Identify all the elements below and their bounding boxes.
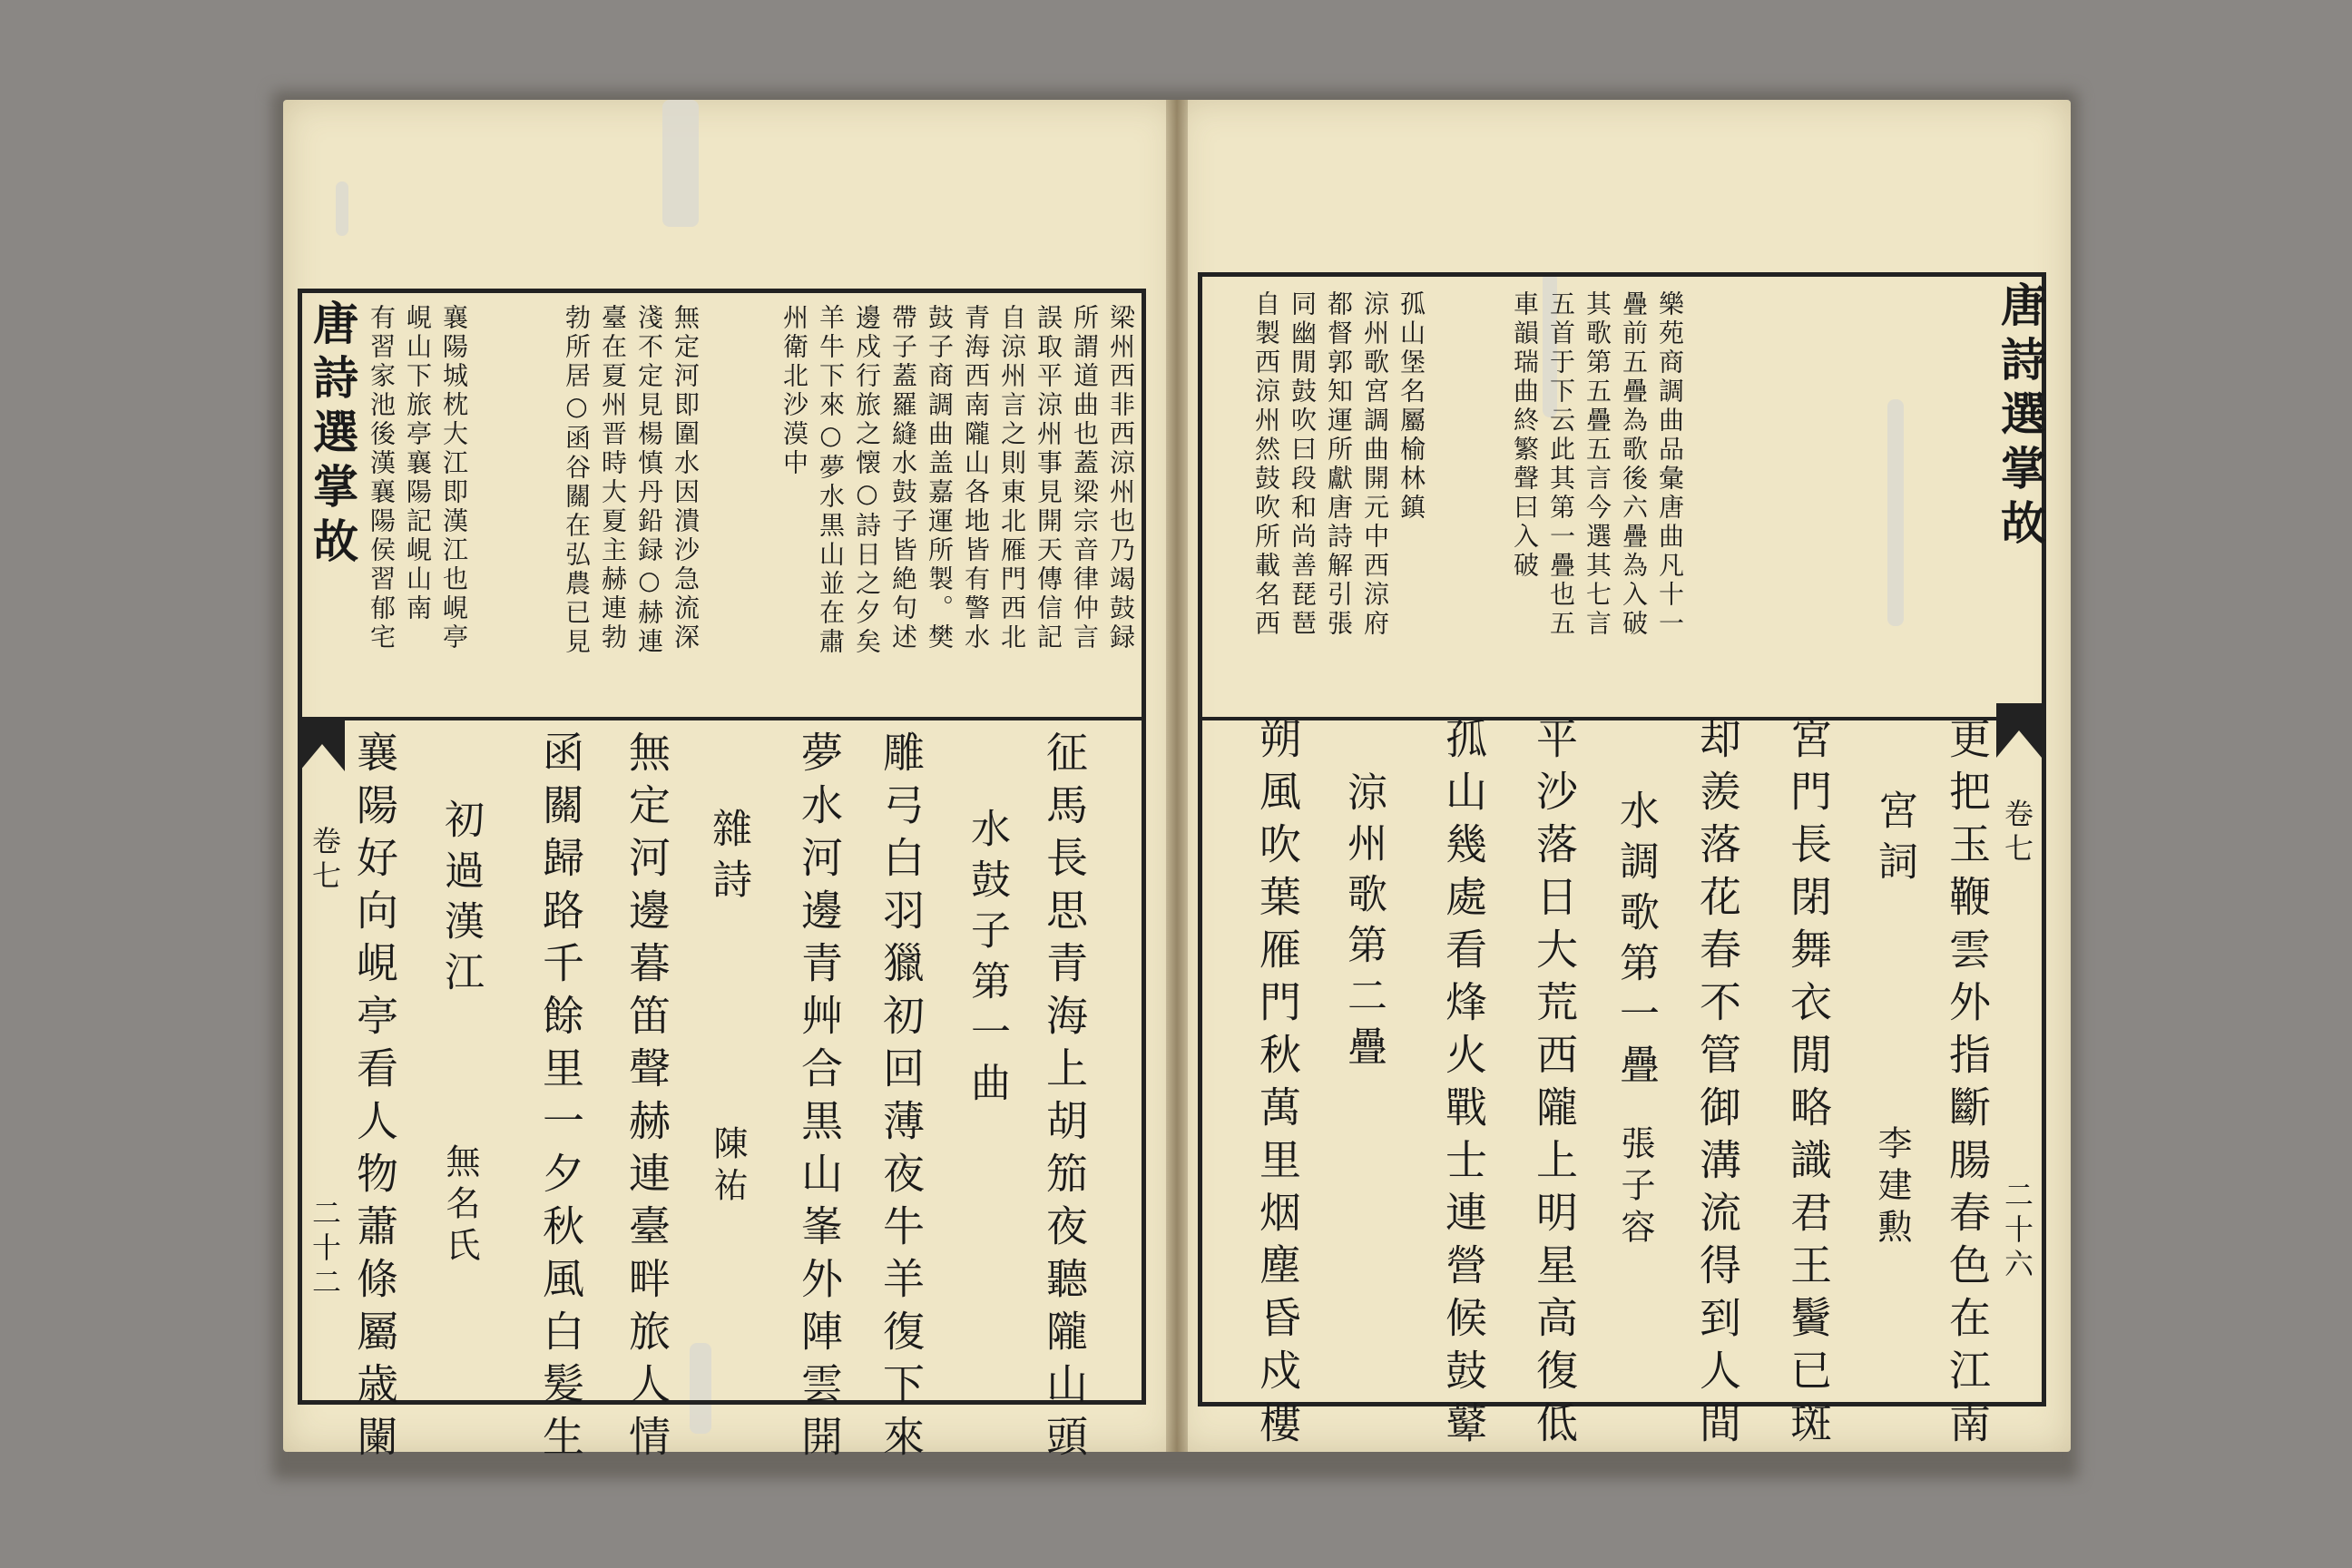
left-note-col: 所謂道曲也蓋梁宗音律仲言 <box>1070 304 1100 652</box>
left-poem-line: 襄陽好向峴亭看人物蕭條屬歳闌 <box>350 730 399 1467</box>
left-fishtail-mark <box>299 717 345 771</box>
left-note-col: 羊牛下來○夢水黒山並在肅 <box>816 304 846 657</box>
left-poem-title: 雜詩 <box>705 808 751 909</box>
left-poem-line: 無定河邊暮笛聲赫連臺畔旅人情 <box>622 730 671 1467</box>
left-margin-page-number: 二十二 <box>308 1198 342 1301</box>
right-poem-line: 朔風吹葉雁門秋萬里烟塵昏戍樓 <box>1253 717 1302 1454</box>
left-poem-line: 征馬長思青海上胡笳夜聽隴山頭 <box>1040 730 1089 1467</box>
left-note-col: 帶子蓋羅縫水鼓子皆絶句述 <box>888 304 918 652</box>
right-poem-title: 宮詞 <box>1871 789 1917 891</box>
left-note-col: 鼓子商調曲盖嘉運所製。樊 <box>925 304 955 652</box>
right-poem-line: 孤山幾處看烽火戰士連營候鼓鼙 <box>1439 717 1488 1454</box>
right-poem-author: 李建勲 <box>1872 1125 1912 1250</box>
right-note-col: 五首于下云此其第一疊也五 <box>1546 290 1576 639</box>
left-note-col: 峴山下旅亭襄陽記峴山南 <box>403 304 433 623</box>
left-note-col: 無定河即圍水因潰沙急流深 <box>671 304 701 652</box>
left-poem-title: 水鼓子第一曲 <box>964 808 1010 1112</box>
left-poem-author: 無名氏 <box>440 1143 480 1269</box>
left-note-col: 臺在夏州晋時大夏主赫連勃 <box>598 304 628 652</box>
left-note-col: 有習家池後漢襄陽侯習郁宅 <box>367 304 397 652</box>
left-poem-title: 初過漢江 <box>437 799 484 1002</box>
right-margin-title: 唐詩選掌故 <box>1994 281 2047 554</box>
worm-damage <box>336 181 348 236</box>
left-note-col: 梁州西非西涼州也乃竭鼓録 <box>1106 304 1136 652</box>
right-poem-line: 平沙落日大荒西隴上明星高復低 <box>1530 717 1579 1454</box>
left-poem-line: 函關歸路千餘里一夕秋風白髪生 <box>536 730 585 1467</box>
left-margin-section: 卷七 <box>308 826 342 895</box>
right-poem-line: 宮門長閉舞衣閒略識君王鬢已斑 <box>1784 717 1833 1454</box>
right-note-col: 孤山堡名屬榆林鎮 <box>1396 290 1426 523</box>
right-note-col: 疊前五疊為歌後六疊為入破 <box>1619 290 1649 639</box>
left-margin-title: 唐詩選掌故 <box>306 299 359 572</box>
right-poem-line: 更把玉鞭雲外指斷腸春色在江南 <box>1943 717 1992 1454</box>
right-note-col: 涼州歌宮調曲開元中西涼府 <box>1360 290 1390 639</box>
left-note-col: 州衛北沙漠中 <box>779 304 809 478</box>
right-fishtail-mark <box>1996 703 2042 758</box>
right-note-col: 樂苑商調曲品彙唐曲凡十一 <box>1655 290 1685 639</box>
left-note-col: 自涼州言之則東北雁門西北 <box>997 304 1027 652</box>
right-poem-author: 張子容 <box>1615 1125 1655 1250</box>
right-note-col: 都督郭知運所獻唐詩解引張 <box>1324 290 1354 639</box>
left-poem-author: 陳祐 <box>708 1125 748 1209</box>
left-note-col: 誤取平涼州事見開天傳信記 <box>1034 304 1063 652</box>
right-note-col: 同幽閒鼓吹曰段和尚善琵琶 <box>1288 290 1318 639</box>
right-margin-section: 卷七 <box>2000 799 2034 867</box>
right-poem-title: 水調歌第一疊 <box>1612 789 1659 1094</box>
left-divider <box>298 717 1146 720</box>
right-note-col: 車韻瑞曲終繁聲曰入破 <box>1510 290 1540 581</box>
left-note-col: 青海西南隴山各地皆有警水 <box>961 304 991 652</box>
left-poem-line: 夢水河邊青艸合黒山峯外陣雲開 <box>795 730 844 1467</box>
right-note-col: 自製西涼州然鼓吹所載名西 <box>1251 290 1281 639</box>
right-poem-title: 涼州歌第二疊 <box>1340 771 1387 1076</box>
left-note-col: 勃所居○函谷關在弘農已見 <box>562 304 592 657</box>
worm-damage <box>662 100 699 227</box>
right-divider <box>1198 717 2046 720</box>
left-note-col: 淺不定見楊慎丹鉛録○赫連 <box>634 304 664 657</box>
left-note-col: 襄陽城枕大江即漢江也峴亭 <box>439 304 469 652</box>
right-note-col: 其歌第五疊五言今選其七言 <box>1583 290 1612 639</box>
right-poem-line: 却羨落花春不管御溝流得到人間 <box>1693 717 1742 1454</box>
left-note-col: 邊戍行旅之懐○詩日之夕矣 <box>852 304 882 657</box>
left-poem-line: 雕弓白羽獵初回薄夜牛羊復下來 <box>877 730 926 1467</box>
right-margin-page-number: 二十六 <box>2000 1180 2034 1283</box>
book-spine <box>1166 100 1188 1452</box>
